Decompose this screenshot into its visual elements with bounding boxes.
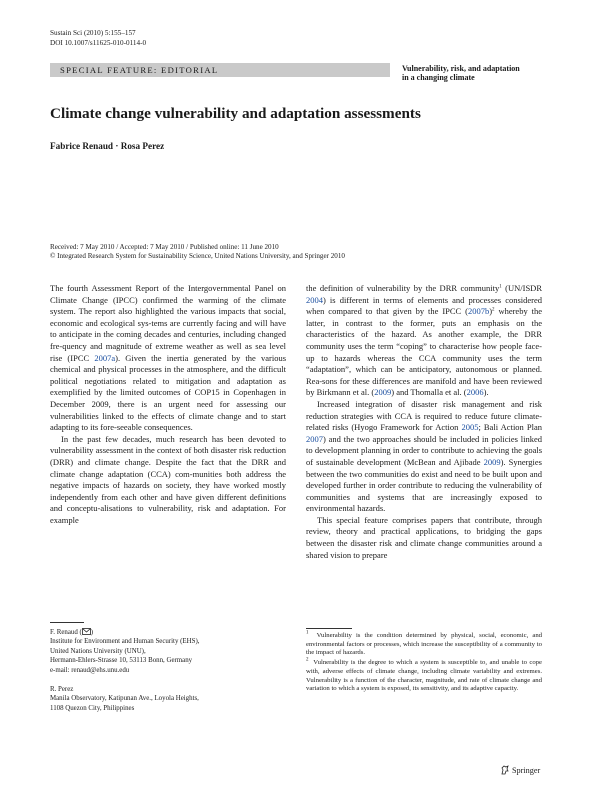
left-column	[50, 283, 286, 526]
citation-link-unisdr-2004[interactable]: 2004	[306, 294, 323, 305]
topic-line-1: Vulnerability, risk, and adaptation	[402, 64, 520, 73]
publisher-name: Springer	[512, 766, 541, 775]
article-history	[50, 243, 345, 262]
affiliation-perez: R. Perez Manila Observatory, Katipunan Ave., Loyola Heights, 1108 Quezon City, Philippines	[50, 686, 199, 712]
springer-horse-icon	[500, 765, 510, 775]
topic-line-2: in a changing climate	[402, 73, 475, 83]
author-email[interactable]: e-mail: renaud@ehs.unu.edu	[50, 666, 130, 674]
right-column	[306, 283, 542, 561]
publisher-logo	[500, 765, 540, 775]
paragraph-2: In the past few decades, much research has been devoted to vulnerability assessment in the context of both disaster risk reduction (DRR) and climate change. Despite the fact that the DRR and climate change adaptation (CCA) com-munities both address the negative impacts of hazards on society, they have worked mostly independently from each other and have given different definitions and conceptu-alisations to vulnerability, risk and adaptation. For example	[50, 433, 287, 525]
affiliation-rule	[50, 622, 84, 623]
footnote-1: $^1$ Vulnerability is the condition determined by physical, social, economic, and environmental factors or processes, which increase the susceptibility of a community to the impact of hazards.	[306, 630, 543, 657]
copyright-line: © Integrated Research System for Sustainability Science, United Nations University, and Springer 2010	[50, 252, 345, 261]
feature-topic	[402, 64, 562, 82]
section-label: SPECIAL FEATURE: EDITORIAL	[60, 65, 219, 75]
journal-citation	[50, 29, 146, 48]
citation-link-mcbean-2009[interactable]: 2009	[483, 456, 501, 467]
citation-link-ipcc-2007b[interactable]: 2007b	[467, 306, 490, 317]
doi-line: DOI 10.1007/s11625-010-0114-0	[50, 38, 147, 47]
citation-link-hyogo-2005[interactable]: 2005	[461, 422, 479, 433]
footnote-ref-1[interactable]: 1	[499, 284, 502, 290]
article-title: Climate change vulnerability and adaptation assessments	[50, 105, 421, 122]
article-authors: Fabrice Renaud · Rosa Perez	[50, 141, 165, 151]
paragraph-1: The fourth Assessment Report of the Intergovernmental Panel on Climate Change (IPCC) confirmed the warming of the climate system. The report also highlighted the various impacts that social, economic and ecological sys-tems are currently facing and will have to anticipate in the coming decades and centuries, including changed fre-quency and magnitude of extreme weather as well as sea level rise (IPCC 2007a). Given the inertia generated by the various chemical and physical processes in the atmosphere, and the difficult political negotiations related to mitigation and adaptation as exemplified by the limited outcomes of COP15 in Copenhagen in December 2009, there is an urgent need for assessing our vulnerabilities linked to the effects of climate change and to start adapting to its fore-seeable consequences.	[50, 283, 287, 433]
envelope-icon[interactable]	[82, 628, 91, 635]
citation-link-bali-2007[interactable]: 2007	[306, 433, 323, 444]
paragraph-5: This special feature comprises papers that contribute, through review, theory and practical applications, to bridging the gaps between the disaster risk and climate change communities around a shared vision to prepare	[306, 514, 542, 560]
dates-line: Received: 7 May 2010 / Accepted: 7 May 2010 / Published online: 11 June 2010	[50, 243, 279, 251]
affiliation-renaud: F. Renaud ( ) Institute for Environment and Human Security (EHS), United Nations University (UNU), Hermann-Ehlers-Strasse 10, 53113 Bonn, Germany e-mail: renaud@ehs.unu.edu	[50, 628, 286, 675]
paragraph-3: the definition of vulnerability by the DRR community$^1$ (UN/ISDR 2004) is different in terms of elements and processes considered when compared to that given by the IPCC $(2007b)^2$ whereby the latter, in contrast to the former, puts an emphasis on the characteristics of the hazard. As another example, the DRR community uses the term “coping” to characterise how people face-up to hazards whereas the CCA community uses the term “adaptation”, which can be anticipatory, autonomous or planned. Rea-sons for these differences are manifold and have been reviewed by Birkmann et al. (2009) and Thomalla et al. (2006).	[306, 283, 543, 398]
footnote-ref-2[interactable]: 2	[492, 307, 495, 313]
citation-link-thomalla-2006[interactable]: 2006	[466, 387, 484, 398]
paragraph-4: Increased integration of disaster risk management and risk reduction strategies with CCA is required to reduce future climate-related risks (Hyogo Framework for Action 2005; Bali Action Plan 2007) and the two approaches should be included in policies linked to development planning in order to contribute to achieving the goals of sustainable development (McBean and Ajibade 2009). Synergies between the two communities do exist and need to be built upon and developed further in order contribute to reducing the vulnerability of communities and systems that are increasingly exposed to environmental hazards.	[306, 398, 543, 514]
footnotes	[306, 632, 542, 695]
footnote-2: $^2$ Vulnerability is the degree to which a system is susceptible to, and unable to cope with, adverse effects of climate change, including climate variability and extremes. Vulnerability is a function of the character, magnitude, and rate of climate change and variation to which a system is exposed, its sensitivity, and its adaptive capacity.	[306, 657, 542, 693]
footnote-rule	[306, 628, 352, 629]
journal-line: Sustain Sci (2010) 5:155–157	[50, 29, 136, 37]
citation-link-birkmann-2009[interactable]: 2009	[374, 387, 392, 398]
citation-link-ipcc-2007a[interactable]: 2007a	[94, 352, 116, 363]
